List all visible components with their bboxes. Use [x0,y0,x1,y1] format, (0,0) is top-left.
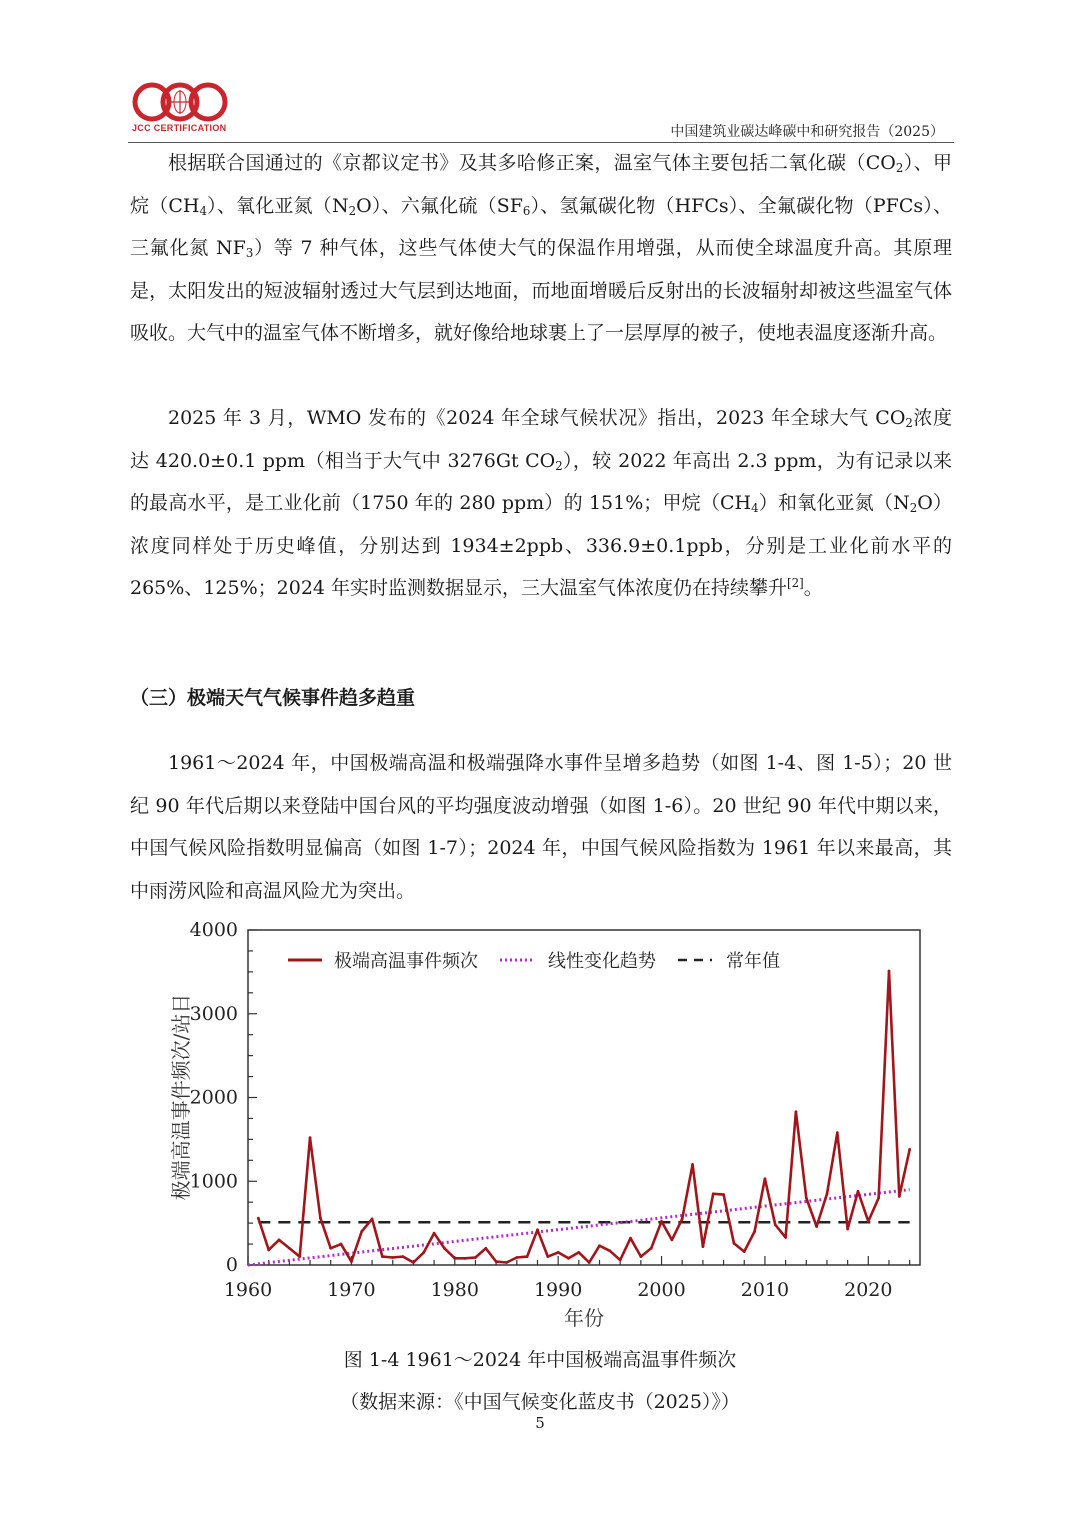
paragraph-extreme-events: 1961～2024 年，中国极端高温和极端强降水事件呈增多趋势（如图 1-4、图 1-5）；20 世纪 90 年代后期以来登陆中国台风的平均强度波动增强（如图 1-6）。20 世纪 90 年代中期以来，中国气候风险指数明显偏高（如图 1-7）；2024 年，中国气候风险指数为 1961 年以来最高，其中雨涝风险和高温风险尤为突出。 [130,752,952,902]
paragraph-wmo-report: 2025 年 3 月，WMO 发布的《2024 年全球气候状况》指出，2023 年全球大气 $CO_2$浓度达 420.0±0.1 ppm（相当于大气中 3276Gt $CO_2$），较 2022 年高出 2.3 ppm，为有记录以来的最高水平，是工业化前（1750 年的 280 ppm）的 151%；甲烷$(CH_4)$和氧化亚氮$(N_2O)$浓度同样处于历史峰值，分别达到 1934±2ppb、336.9±0.1ppb，分别是工业化前水平的 265%、125%；2024 年实时监测数据显示，三大温室气体浓度仍在持续攀升[2]。 [130,407,952,599]
data-point [422,1251,425,1254]
data-point [815,1225,818,1228]
data-point [598,1244,601,1247]
data-point [608,1249,611,1252]
series-line [258,971,909,1263]
x-axis-label: 年份 [564,1306,604,1330]
y-tick-label: 1000 [189,1170,238,1193]
legend-trend-label: 线性变化趋势 [548,951,656,972]
data-point [888,970,891,973]
data-point [526,1255,529,1258]
data-point [681,1218,684,1221]
chart-svg [160,915,940,1335]
data-point [443,1247,446,1250]
data-point [701,1245,704,1248]
data-point [309,1136,312,1139]
data-point [536,1228,539,1231]
data-point [743,1250,746,1253]
header-title: 中国建筑业碳达峰碳中和研究报告（2025） [670,124,944,140]
data-point [670,1238,673,1241]
data-point [288,1247,291,1250]
data-point [639,1255,642,1258]
logo-text: JCC CERTIFICATION [132,123,227,133]
data-point [660,1220,663,1223]
data-point [898,1195,901,1198]
data-point [836,1131,839,1134]
data-point [577,1251,580,1254]
data-point [402,1255,405,1258]
data-point [857,1190,860,1193]
data-point [846,1228,849,1231]
data-point [371,1218,374,1221]
data-point [691,1163,694,1166]
data-point [474,1256,477,1259]
y-axis-label: 极端高温事件频次/站日 [169,993,193,1201]
data-point [267,1249,270,1252]
data-point [650,1247,653,1250]
data-point [515,1256,518,1259]
data-point [867,1220,870,1223]
data-point [495,1260,498,1263]
x-tick-label: 1960 [223,1279,273,1301]
data-point [712,1192,715,1195]
data-point [795,1110,798,1113]
x-tick-label: 1970 [327,1279,376,1301]
data-point [360,1230,363,1233]
section-heading: （三）极端天气气候事件趋多趋重 [130,687,416,709]
page-number: 5 [535,1414,545,1432]
data-point [464,1257,467,1260]
data-point [588,1261,591,1264]
data-point [567,1257,570,1260]
data-point [774,1223,777,1226]
paragraph-ghg-definition: 根据联合国通过的《京都议定书》及其多哈修正案，温室气体主要包括二氧化碳$(CO_2)$、甲烷$(CH_4)$、氧化亚氮$(N_2O)$、六氟化硫$(SF_6)$、氢氟碳化物（HFCs）、全氟碳化物（PFCs）、三氟化氮 $NF_3$）等 7 种气体，这些气体使大气的保温作用增强，从而使全球温度升高。其原理是，太阳发出的短波辐射透过大气层到达地面，而地面增暖后反射出的长波辐射却被这些温室气体吸收。大气中的温室气体不断增多，就好像给地球裹上了一层厚厚的被子，使地表温度逐渐升高。 [130,152,952,344]
data-point [629,1237,632,1240]
data-point [350,1260,353,1263]
y-tick-label: 2000 [189,1086,238,1109]
y-tick-label: 0 [225,1254,238,1276]
data-point [412,1261,415,1264]
data-point [433,1232,436,1235]
data-point [381,1255,384,1258]
data-point [619,1259,622,1262]
data-point [505,1261,508,1264]
data-point [753,1230,756,1233]
data-point [826,1192,829,1195]
data-point [764,1177,767,1180]
data-point [733,1242,736,1245]
figure-source: （数据来源：《中国气候变化蓝皮书（2025）》） [340,1391,740,1413]
reference-link[interactable]: [2] [787,575,804,590]
data-point [278,1238,281,1241]
data-point [484,1247,487,1250]
data-point [319,1217,322,1220]
data-point [329,1247,332,1250]
y-tick-label: 4000 [189,919,238,941]
data-point [722,1193,725,1196]
x-tick-label: 1980 [430,1279,479,1301]
data-point [877,1197,880,1200]
x-tick-label: 2010 [740,1279,790,1301]
x-tick-label: 2000 [637,1279,686,1301]
data-point [257,1217,260,1220]
y-tick-label: 3000 [189,1002,238,1025]
data-point [298,1255,301,1258]
data-point [391,1256,394,1259]
data-point [340,1243,343,1246]
legend-normal-label: 常年值 [726,951,780,972]
x-tick-label: 1990 [533,1279,583,1301]
figure-caption: 图 1-4 1961～2024 年中国极端高温事件频次 [343,1349,737,1371]
data-point [453,1257,456,1260]
data-point [908,1148,911,1151]
data-point [805,1197,808,1200]
x-tick-label: 2020 [844,1279,893,1301]
data-point [784,1236,787,1239]
extreme-heat-chart [160,915,940,1335]
legend-series-label: 极端高温事件频次 [334,951,478,972]
data-point [557,1251,560,1254]
data-point [546,1255,549,1258]
